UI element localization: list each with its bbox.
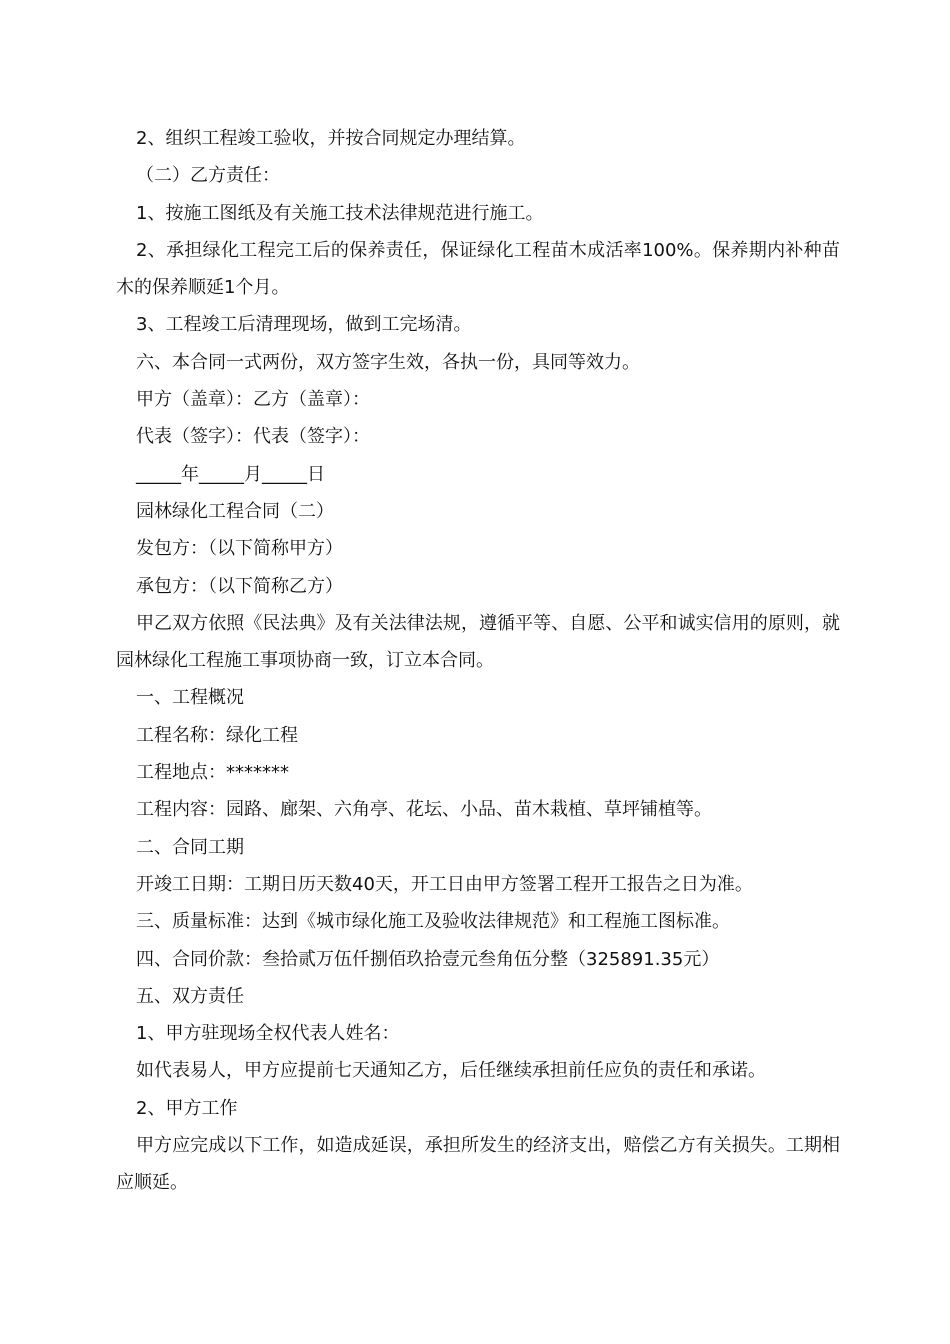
paragraph: 工程地点：******* xyxy=(136,762,289,784)
contract-title: 园林绿化工程合同（二） xyxy=(136,500,334,522)
signature-line-representative: 代表（签字）：代表（签字）： xyxy=(136,426,370,448)
section-heading: （二）乙方责任： xyxy=(136,165,280,187)
section-heading: 二、合同工期 xyxy=(136,836,244,858)
date-line: _____年_____月_____日 xyxy=(136,463,325,485)
paragraph: 甲乙双方依照《民法典》及有关法律法规，遵循平等、自愿、公平和诚实信用的原则，就园林绿化工程施工事项协商一致，订立本合同。 xyxy=(116,612,840,672)
party-b-line: 承包方：（以下简称乙方） xyxy=(136,575,343,597)
paragraph: 四、合同价款：叁拾贰万伍仟捌佰玖拾壹元叁角伍分整（325891.35元） xyxy=(136,948,720,970)
paragraph: 1、甲方驻现场全权代表人姓名： xyxy=(136,1023,400,1045)
paragraph: 1、按施工图纸及有关施工技术法律规范进行施工。 xyxy=(136,202,544,224)
paragraph: 2、甲方工作 xyxy=(136,1097,238,1119)
paragraph: 六、本合同一式两份，双方签字生效，各执一份，具同等效力。 xyxy=(136,351,640,373)
signature-line-seal: 甲方（盖章）：乙方（盖章）： xyxy=(136,389,370,411)
paragraph: 工程名称：绿化工程 xyxy=(136,724,298,746)
paragraph: 开竣工日期：工期日历天数40天，开工日由甲方签署工程开工报告之日为准。 xyxy=(136,873,753,895)
section-heading: 一、工程概况 xyxy=(136,687,244,709)
paragraph: 如代表易人，甲方应提前七天通知乙方，后任继续承担前任应负的责任和承诺。 xyxy=(136,1060,766,1082)
document-body xyxy=(116,120,840,1202)
paragraph: 工程内容：园路、廊架、六角亭、花坛、小品、苗木栽植、草坪铺植等。 xyxy=(136,799,712,821)
paragraph: 2、组织工程竣工验收，并按合同规定办理结算。 xyxy=(136,128,526,149)
party-a-line: 发包方：（以下简称甲方） xyxy=(136,538,343,560)
paragraph: 三、质量标准：达到《城市绿化施工及验收法律规范》和工程施工图标准。 xyxy=(136,911,730,933)
paragraph: 3、工程竣工后清理现场，做到工完场清。 xyxy=(136,314,472,336)
section-heading: 五、双方责任 xyxy=(136,985,244,1007)
paragraph: 甲方应完成以下工作，如造成延误，承担所发生的经济支出，赔偿乙方有关损失。工期相应顺延。 xyxy=(116,1135,840,1194)
paragraph: 2、承担绿化工程完工后的保养责任，保证绿化工程苗木成活率100%。保养期内补种苗木的保养顺延1个月。 xyxy=(116,239,840,299)
